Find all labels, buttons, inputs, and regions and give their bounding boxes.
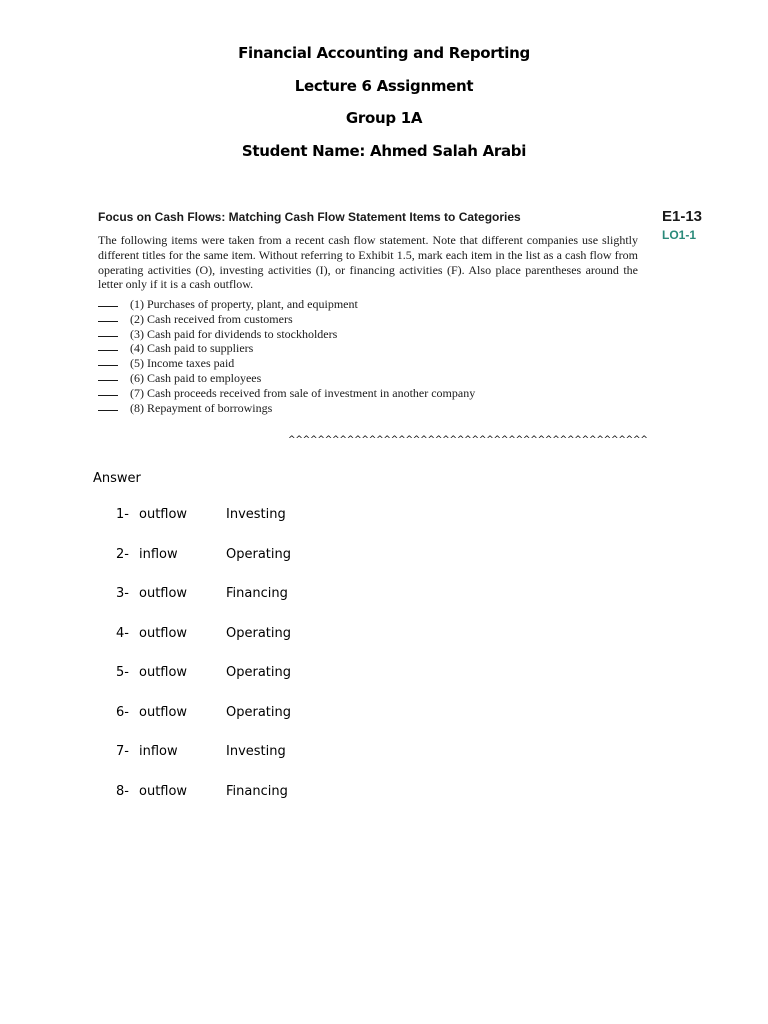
- answer-blank: [98, 340, 118, 351]
- exercise-item: (5) Income taxes paid: [98, 355, 475, 370]
- answer-blank: [98, 355, 118, 366]
- exercise-code: E1-13: [662, 208, 703, 225]
- exercise-intro: The following items were taken from a recent cash flow statement. Note that different companies use slightly different titles for the same item. Without referring to Exhibit 1.5, mark each item in the list as a cash flow from operating activities (O), investing activities (I), or financing activities (F). Also place parentheses around the letter only if it is a cash outflow.: [98, 233, 638, 292]
- answer-blank: [98, 296, 118, 307]
- assignment-title: Lecture 6 Assignment: [294, 77, 474, 95]
- exercise-item: (2) Cash received from customers: [98, 311, 475, 326]
- student-name: Student Name: Ahmed Salah Arabi: [241, 142, 527, 160]
- exercise-item: (8) Repayment of borrowings: [98, 400, 475, 415]
- exercise-item: (1) Purchases of property, plant, and equipment: [98, 296, 475, 311]
- exercise-item: (6) Cash paid to employees: [98, 370, 475, 385]
- exercise-item-list: [98, 296, 475, 414]
- group-title: Group 1A: [345, 109, 423, 127]
- answer-blank: [98, 326, 118, 337]
- exercise-item: (3) Cash paid for dividends to stockholders: [98, 326, 475, 341]
- answer-blank: [98, 385, 118, 396]
- answer-label: Answer: [93, 471, 141, 486]
- exercise-item: (7) Cash proceeds received from sale of investment in another company: [98, 385, 475, 400]
- learning-objective: LO1-1: [662, 228, 697, 242]
- course-title: Financial Accounting and Reporting: [238, 44, 530, 62]
- exercise-item: (4) Cash paid to suppliers: [98, 340, 475, 355]
- answer-blank: [98, 311, 118, 322]
- answer-blank: [98, 400, 118, 411]
- separator-line: ^^^^^^^^^^^^^^^^^^^^^^^^^^^^^^^^^^^^^^^^^^^^^^^^^: [288, 435, 648, 445]
- answer-blank: [98, 370, 118, 381]
- exercise-title: Focus on Cash Flows: Matching Cash Flow Statement Items to Categories: [98, 210, 521, 224]
